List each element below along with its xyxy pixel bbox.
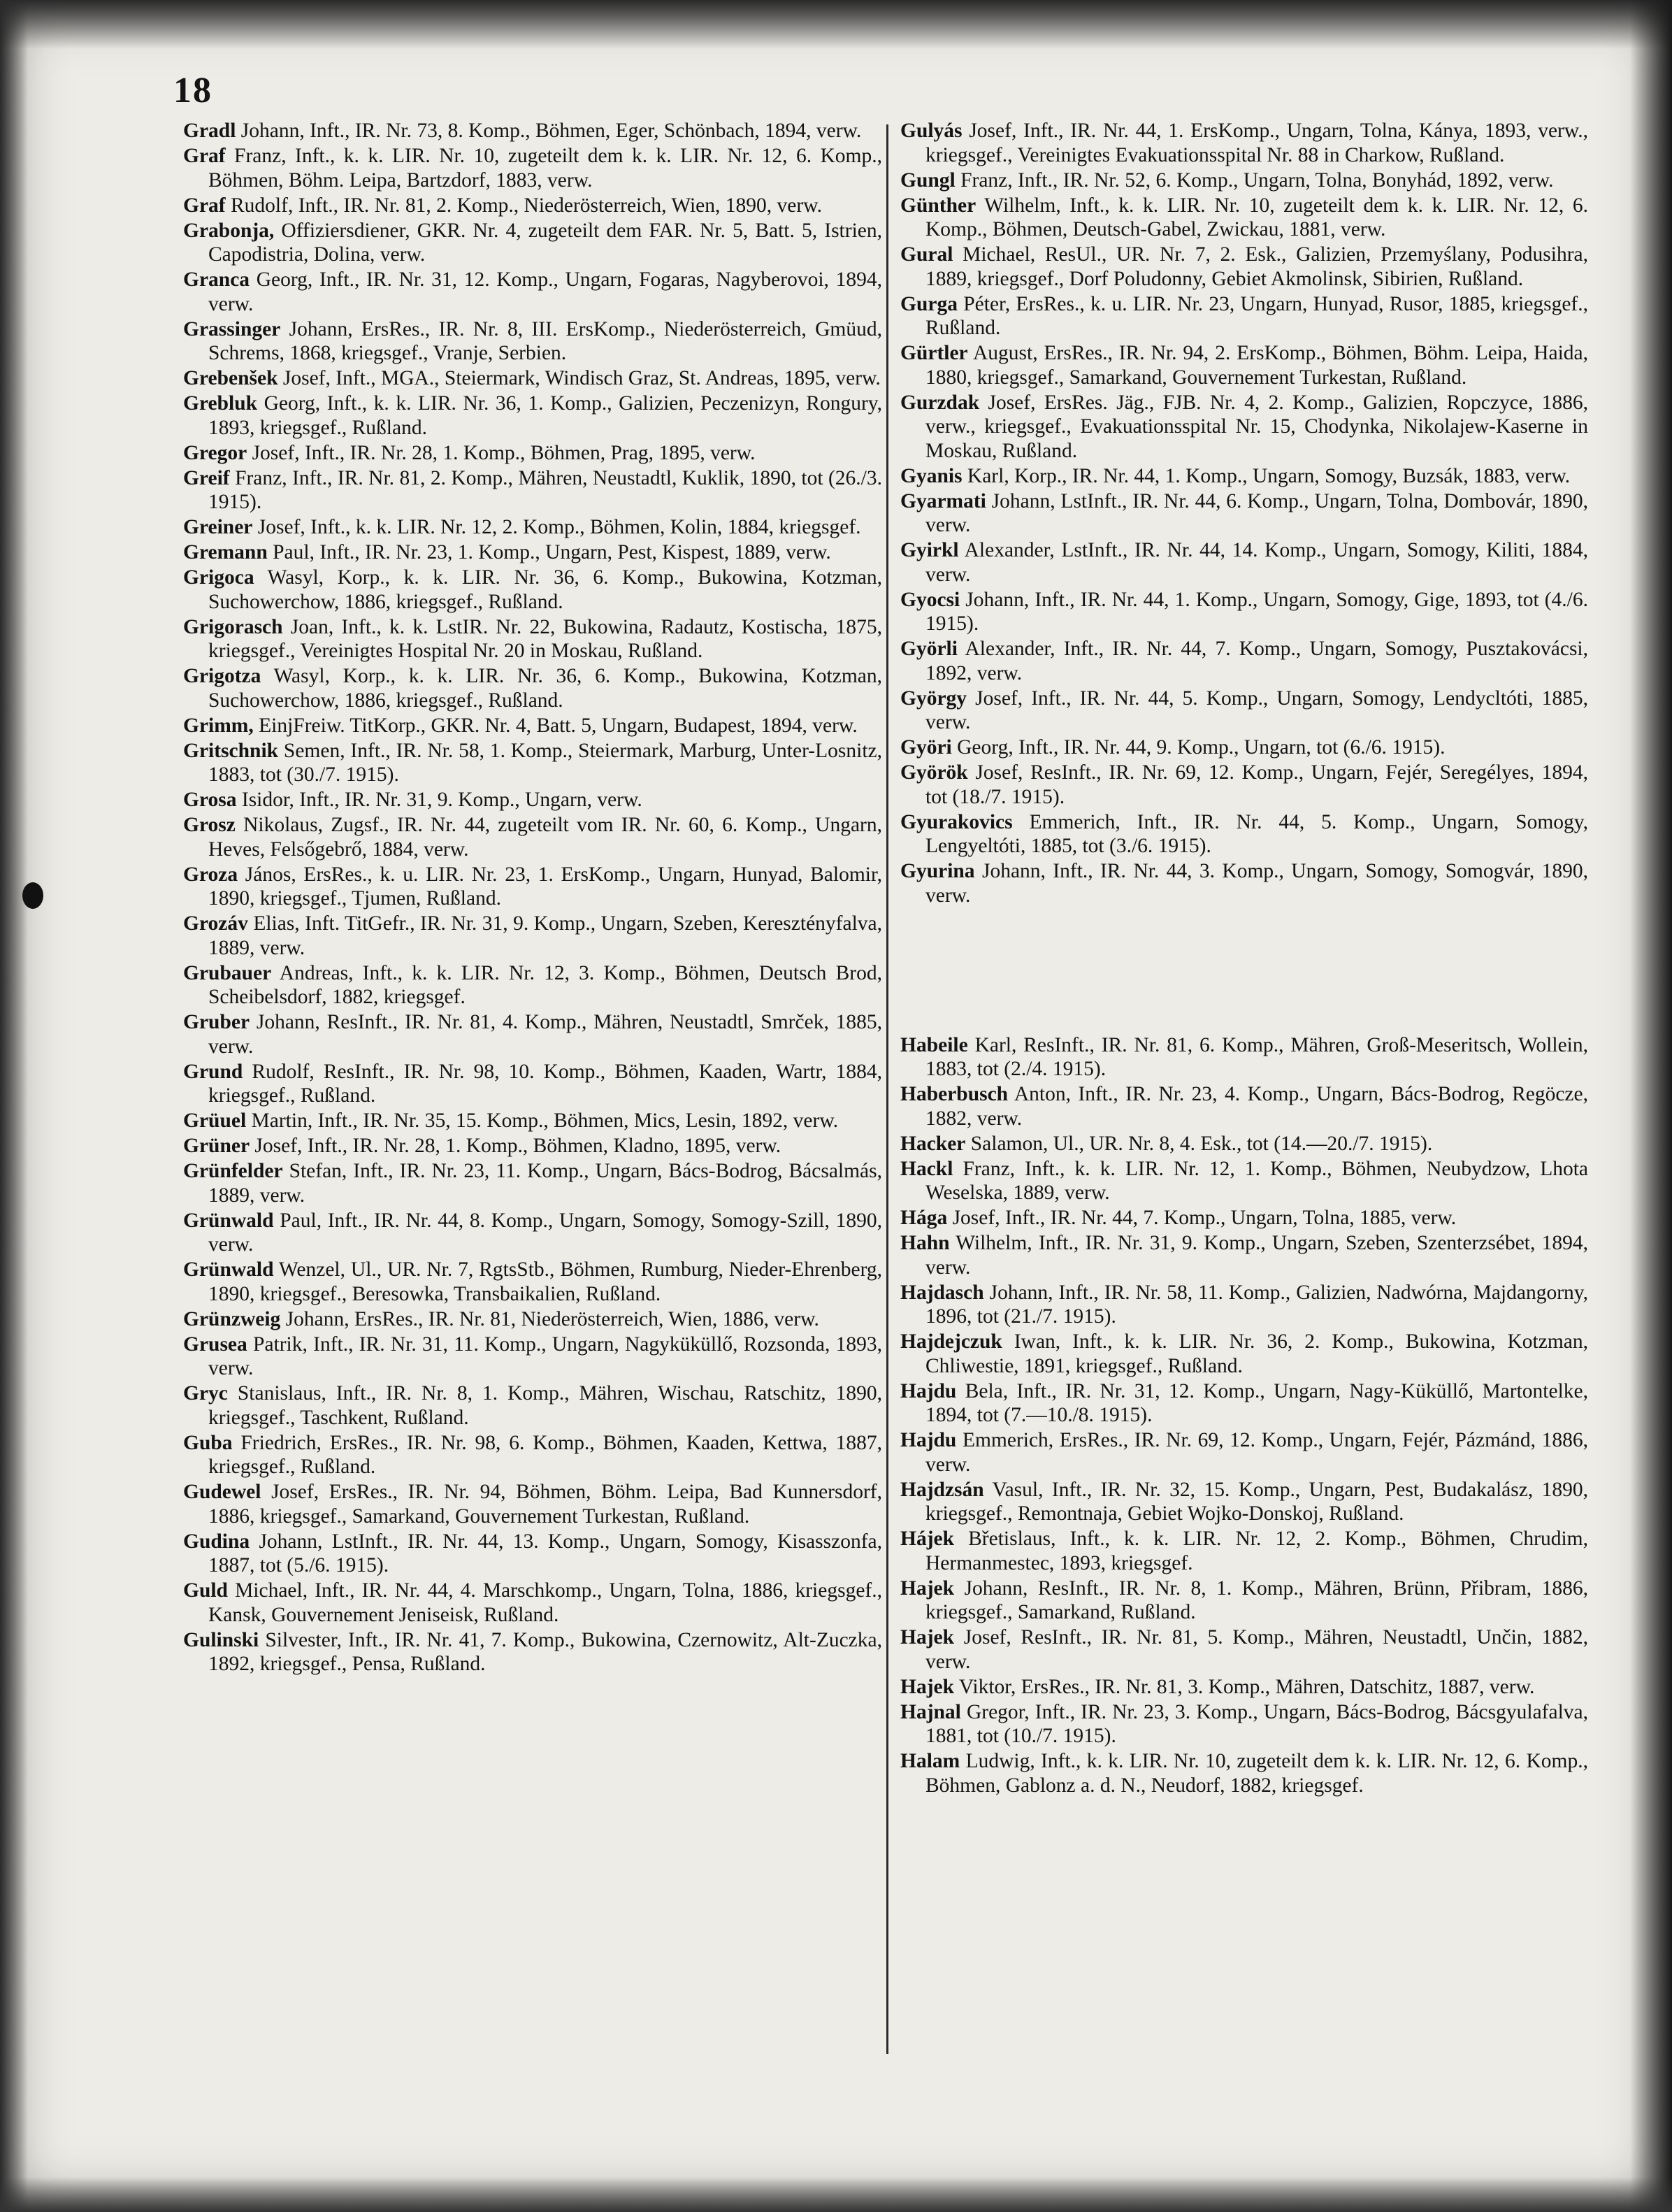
entry-details: Johann, LstInft., IR. Nr. 44, 13. Komp., Ungarn, Somogy, Kisasszonfa, 1887, tot (5./6. 1915).	[208, 1530, 882, 1577]
entry-surname: Hacker	[900, 1132, 966, 1155]
entry-details: Georg, Inft., IR. Nr. 31, 12. Komp., Ungarn, Fogaras, Nagyberovoi, 1894, verw.	[208, 268, 882, 315]
roll-entry	[900, 1428, 1588, 1477]
roll-entry	[183, 144, 882, 192]
entry-details: Salamon, Ul., UR. Nr. 8, 4. Esk., tot (14.—20./7. 1915).	[965, 1132, 1433, 1155]
entry-surname: Greif	[183, 466, 230, 489]
entry-details: Karl, Korp., IR. Nr. 44, 1. Komp., Ungarn, Somogy, Buzsák, 1883, verw.	[962, 464, 1571, 487]
entry-surname: Györli	[900, 638, 958, 660]
entry-details: Georg, Inft., k. k. LIR. Nr. 36, 1. Komp., Galizien, Peczenizyn, Rongury, 1893, kriegsgef., Rußland.	[208, 392, 882, 439]
entry-details: Viktor, ErsRes., IR. Nr. 81, 3. Komp., Mähren, Datschitz, 1887, verw.	[954, 1675, 1535, 1698]
entry-surname: Hajek	[900, 1626, 955, 1649]
entry-details: Josef, Inft., k. k. LIR. Nr. 12, 2. Komp., Böhmen, Kolin, 1884, kriegsgef.	[252, 516, 861, 538]
roll-entry	[183, 566, 882, 614]
entry-surname: Gruber	[183, 1011, 250, 1033]
roll-entry	[900, 1527, 1588, 1575]
roll-entry	[900, 1577, 1588, 1625]
entry-details: Stefan, Inft., IR. Nr. 23, 11. Komp., Ungarn, Bács-Bodrog, Bácsalmás, 1889, verw.	[208, 1160, 882, 1207]
entry-details: Josef, Inft., MGA., Steiermark, Windisch Graz, St. Andreas, 1895, verw.	[278, 367, 881, 389]
entry-surname: Habeile	[900, 1033, 968, 1056]
entry-details: Gregor, Inft., IR. Nr. 23, 3. Komp., Ungarn, Bács-Bodrog, Bácsgyulafalva, 1881, tot (10./7. 1915).	[925, 1700, 1588, 1747]
roll-entry	[183, 1010, 882, 1058]
scan-shadow-left	[0, 0, 28, 2212]
entry-details: Friedrich, ErsRes., IR. Nr. 98, 6. Komp., Böhmen, Kaaden, Kettwa, 1887, kriegsgef., Rußland.	[208, 1431, 882, 1478]
entry-details: Johann, Inft., IR. Nr. 58, 11. Komp., Galizien, Nadwórna, Majdangorny, 1896, tot (21./7. 1915).	[925, 1281, 1588, 1328]
entry-surname: György	[900, 687, 967, 710]
entry-surname: Grünfelder	[183, 1160, 283, 1182]
entry-details: Johann, Inft., IR. Nr. 44, 1. Komp., Ungarn, Somogy, Gige, 1893, tot (4./6. 1915).	[925, 588, 1588, 635]
roll-entry	[900, 1700, 1588, 1748]
roll-entry	[900, 687, 1588, 735]
entry-surname: Halam	[900, 1750, 960, 1772]
entry-surname: Grabonja,	[183, 219, 275, 242]
roll-entry	[183, 219, 882, 267]
roll-entry	[183, 961, 882, 1010]
roll-entry	[183, 1134, 882, 1158]
entry-surname: Haberbusch	[900, 1083, 1009, 1105]
entry-details: Josef, ResInft., IR. Nr. 81, 5. Komp., Mähren, Neustadtl, Unčin, 1882, verw.	[925, 1626, 1588, 1673]
entry-details: Wilhelm, Inft., k. k. LIR. Nr. 10, zugeteilt dem k. k. LIR. Nr. 12, 6. Komp., Böhmen, Deutsch-Gabel, Zwickau, 1881, verw.	[925, 194, 1588, 240]
entry-details: Franz, Inft., IR. Nr. 81, 2. Komp., Mähren, Neustadtl, Kuklik, 1890, tot (26./3. 1915).	[208, 466, 882, 513]
entry-surname: Greiner	[183, 516, 253, 538]
entry-surname: Gulyás	[900, 120, 963, 142]
entry-surname: Hajdejczuk	[900, 1330, 1002, 1353]
entry-details: Rudolf, Inft., IR. Nr. 81, 2. Komp., Niederösterreich, Wien, 1890, verw.	[225, 194, 822, 217]
roll-entry	[183, 1431, 882, 1479]
roll-entry	[900, 1478, 1588, 1526]
roll-entry	[900, 1132, 1588, 1156]
entry-surname: Gurga	[900, 292, 958, 315]
roll-entry	[900, 1157, 1588, 1205]
entry-details: Iwan, Inft., k. k. LIR. Nr. 36, 2. Komp., Bukowina, Kotzman, Chliwestie, 1891, kriegsgef., Rußland.	[925, 1330, 1588, 1377]
entry-surname: Grünwald	[183, 1258, 274, 1281]
entry-surname: Grebluk	[183, 392, 258, 415]
entry-details: Ludwig, Inft., k. k. LIR. Nr. 10, zugeteilt dem k. k. LIR. Nr. 12, 6. Komp., Böhmen, Gablonz a. d. N., Neudorf, 1882, kriegsgef.	[925, 1750, 1588, 1797]
right-column-g-entries	[900, 119, 1588, 907]
entry-surname: Györi	[900, 736, 952, 759]
entry-surname: Hajdzsán	[900, 1478, 984, 1501]
entry-details: Josef, ResInft., IR. Nr. 69, 12. Komp., Ungarn, Fejér, Seregélyes, 1894, tot (18./7. 1915).	[925, 761, 1588, 808]
entry-details: Michael, ResUl., UR. Nr. 7, 2. Esk., Galizien, Przemyślany, Podusihra, 1889, kriegsgef., Dorf Poludonny, Gebiet Akmolinsk, Sibirien, Rußland.	[925, 243, 1588, 290]
entry-details: Péter, ErsRes., k. u. LIR. Nr. 23, Ungarn, Hunyad, Rusor, 1885, kriegsgef., Rußland.	[925, 292, 1588, 339]
entry-details: Emmerich, Inft., IR. Nr. 44, 5. Komp., Ungarn, Somogy, Lengyeltóti, 1885, tot (3./6. 1915).	[925, 810, 1588, 857]
roll-entry	[183, 268, 882, 316]
entry-details: Josef, Inft., IR. Nr. 44, 5. Komp., Ungarn, Somogy, Lendycltóti, 1885, verw.	[925, 687, 1588, 733]
entry-details: Georg, Inft., IR. Nr. 44, 9. Komp., Ungarn, tot (6./6. 1915).	[951, 736, 1446, 759]
entry-surname: Gyocsi	[900, 588, 960, 611]
roll-entry	[183, 194, 882, 218]
roll-entry	[900, 538, 1588, 587]
roll-entry	[900, 194, 1588, 242]
entry-surname: Gudina	[183, 1530, 250, 1553]
roll-entry	[900, 1033, 1588, 1082]
entry-details: Bela, Inft., IR. Nr. 31, 12. Komp., Ungarn, Nagy-Küküllő, Martontelke, 1894, tot (7.—10./8. 1915).	[925, 1379, 1588, 1426]
entry-details: Emmerich, ErsRes., IR. Nr. 69, 12. Komp., Ungarn, Fejér, Pázmánd, 1886, verw.	[925, 1429, 1588, 1476]
column-divider	[886, 124, 888, 2054]
entry-surname: Gritschnik	[183, 739, 279, 762]
scan-shadow-right	[1630, 0, 1672, 2212]
entry-surname: Gremann	[183, 541, 268, 563]
entry-surname: Grigorasch	[183, 615, 283, 638]
roll-entry	[183, 441, 882, 466]
roll-entry	[900, 1625, 1588, 1674]
entry-details: Franz, Inft., k. k. LIR. Nr. 12, 1. Komp., Böhmen, Neubydzow, Lhota Weselska, 1889, verw.	[925, 1157, 1588, 1204]
roll-entry	[900, 292, 1588, 340]
entry-details: Josef, Inft., IR. Nr. 44, 7. Komp., Ungarn, Tolna, 1885, verw.	[947, 1207, 1457, 1229]
entry-surname: Gudewel	[183, 1481, 261, 1503]
entry-details: Silvester, Inft., IR. Nr. 41, 7. Komp., Bukowina, Czernowitz, Alt-Zuczka, 1892, kriegsgef., Pensa, Rußland.	[208, 1628, 882, 1675]
entry-surname: Grünwald	[183, 1209, 274, 1232]
entry-surname: Hajnal	[900, 1700, 961, 1723]
entry-details: Michael, Inft., IR. Nr. 44, 4. Marschkomp., Ungarn, Tolna, 1886, kriegsgef., Kansk, Gouvernement Jeniseisk, Rußland.	[208, 1579, 882, 1626]
entry-surname: Grassinger	[183, 317, 281, 340]
roll-entry	[183, 1381, 882, 1430]
roll-entry	[900, 391, 1588, 464]
entry-details: Andreas, Inft., k. k. LIR. Nr. 12, 3. Komp., Böhmen, Deutsch Brod, Scheibelsdorf, 1882, kriegsgef.	[208, 961, 882, 1008]
roll-entry	[183, 515, 882, 540]
entry-surname: Gungl	[900, 168, 956, 192]
entry-details: Vasul, Inft., IR. Nr. 32, 15. Komp., Ungarn, Pest, Budakalász, 1890, kriegsgef., Remontnaja, Gebiet Wojko-Donskoj, Rußland.	[925, 1478, 1588, 1525]
entry-surname: Hajek	[900, 1675, 955, 1698]
entry-surname: Grund	[183, 1060, 243, 1083]
entry-surname: Hajek	[900, 1577, 955, 1600]
entry-surname: Gyirkl	[900, 539, 959, 561]
entry-surname: Hajdu	[900, 1429, 957, 1451]
entry-surname: Grosa	[183, 789, 237, 811]
entry-surname: Gürtler	[900, 342, 968, 364]
entry-details: Paul, Inft., IR. Nr. 44, 8. Komp., Ungarn, Somogy, Somogy-Szill, 1890, verw.	[208, 1209, 882, 1256]
entry-details: Wilhelm, Inft., IR. Nr. 31, 9. Komp., Ungarn, Szeben, Szenterzsébet, 1894, verw.	[925, 1232, 1588, 1279]
roll-entry	[183, 912, 882, 960]
entry-details: Rudolf, ResInft., IR. Nr. 98, 10. Komp., Böhmen, Kaaden, Wartr, 1884, kriegsgef., Rußland.	[208, 1060, 882, 1107]
entry-details: Patrik, Inft., IR. Nr. 31, 11. Komp., Ungarn, Nagyküküllő, Rozsonda, 1893, verw.	[208, 1333, 882, 1379]
entry-surname: Gregor	[183, 441, 247, 464]
entry-surname: Grüuel	[183, 1109, 247, 1132]
roll-entry	[183, 788, 882, 812]
entry-details: Johann, ErsRes., IR. Nr. 81, Niederösterreich, Wien, 1886, verw.	[280, 1307, 819, 1330]
entry-surname: Grigoca	[183, 566, 254, 589]
entry-surname: Grosz	[183, 814, 236, 836]
entry-surname: Hajdasch	[900, 1281, 984, 1304]
roll-entry	[183, 466, 882, 515]
entry-details: János, ErsRes., k. u. LIR. Nr. 23, 1. ErsKomp., Ungarn, Hunyad, Balomir, 1890, kriegsgef., Tjumen, Rußland.	[208, 863, 882, 910]
entry-surname: Hajdu	[900, 1379, 957, 1402]
roll-entry	[183, 1060, 882, 1108]
entry-surname: Groza	[183, 863, 238, 886]
roll-entry	[900, 1082, 1588, 1130]
roll-entry	[183, 1307, 882, 1332]
entry-details: Semen, Inft., IR. Nr. 58, 1. Komp., Steiermark, Marburg, Unter-Losnitz, 1883, tot (30./7. 1915).	[208, 739, 882, 786]
entry-surname: Gural	[900, 243, 953, 266]
roll-entry	[900, 1675, 1588, 1700]
roll-entry	[900, 1379, 1588, 1428]
roll-entry	[900, 1330, 1588, 1378]
entry-details: Josef, ErsRes. Jäg., FJB. Nr. 4, 2. Komp., Galizien, Ropczyce, 1886, verw., kriegsgef., Evakuationsspital Nr. 15, Chodynka, Nikolajew-Kaserne in Moskau, Rußland.	[925, 391, 1588, 462]
entry-details: Nikolaus, Zugsf., IR. Nr. 44, zugeteilt vom IR. Nr. 60, 6. Komp., Ungarn, Heves, Felsőgebrő, 1884, verw.	[208, 814, 882, 861]
entry-surname: Günther	[900, 194, 976, 217]
roll-entry	[900, 761, 1588, 809]
entry-surname: Gyurakovics	[900, 810, 1013, 833]
left-column	[183, 119, 882, 1677]
roll-entry	[900, 810, 1588, 859]
roll-entry	[900, 1281, 1588, 1329]
entry-surname: Grubauer	[183, 961, 272, 984]
entry-surname: Guld	[183, 1579, 228, 1602]
entry-surname: Grimm,	[183, 714, 254, 737]
roll-entry	[900, 1206, 1588, 1230]
entry-details: Johann, Inft., IR. Nr. 73, 8. Komp., Böhmen, Eger, Schönbach, 1894, verw.	[236, 120, 862, 142]
entry-details: Johann, ErsRes., IR. Nr. 8, III. ErsKomp., Niederösterreich, Gmüud, Schrems, 1868, kriegsgef., Vranje, Serbien.	[208, 317, 882, 364]
roll-entry	[900, 1749, 1588, 1797]
entry-details: Franz, Inft., k. k. LIR. Nr. 10, zugeteilt dem k. k. LIR. Nr. 12, 6. Komp., Böhmen, Böhm. Leipa, Bartzdorf, 1883, verw.	[208, 145, 882, 192]
entry-details: Johann, LstInft., IR. Nr. 44, 6. Komp., Ungarn, Tolna, Dombovár, 1890, verw.	[925, 489, 1588, 536]
entry-details: Wenzel, Ul., UR. Nr. 7, RgtsStb., Böhmen, Rumburg, Nieder-Ehrenberg, 1890, kriegsgef., Beresowka, Transbaikalien, Rußland.	[208, 1258, 882, 1305]
entry-surname: Gradl	[183, 120, 236, 142]
entry-details: Karl, ResInft., IR. Nr. 81, 6. Komp., Mähren, Groß-Meseritsch, Wollein, 1883, tot (2./4. 1915).	[925, 1033, 1588, 1080]
entry-surname: Hahn	[900, 1232, 950, 1254]
roll-entry	[183, 714, 882, 738]
roll-entry	[183, 813, 882, 861]
entry-surname: Grusea	[183, 1333, 247, 1356]
entry-surname: Grünzweig	[183, 1307, 281, 1330]
scan-shadow-bottom	[0, 2177, 1672, 2212]
roll-entry	[183, 317, 882, 366]
roll-entry	[183, 615, 882, 663]
roll-entry	[183, 392, 882, 440]
roll-entry	[900, 341, 1588, 389]
entry-surname: Gryc	[183, 1382, 228, 1405]
roll-entry	[183, 540, 882, 565]
roll-entry	[183, 1209, 882, 1257]
roll-entry	[900, 464, 1588, 489]
entry-details: Isidor, Inft., IR. Nr. 31, 9. Komp., Ungarn, verw.	[236, 789, 642, 811]
entry-surname: Gyurina	[900, 860, 975, 882]
roll-entry	[900, 735, 1588, 760]
roll-entry	[900, 1231, 1588, 1279]
roll-entry	[900, 119, 1588, 167]
entry-details: Joan, Inft., k. k. LstIR. Nr. 22, Bukowina, Radautz, Kostischa, 1875, kriegsgef., Vereinigtes Hospital Nr. 20 in Moskau, Rußland.	[208, 615, 882, 662]
entry-details: Offiziersdiener, GKR. Nr. 4, zugeteilt dem FAR. Nr. 5, Batt. 5, Istrien, Capodistria, Dolina, verw.	[208, 219, 882, 266]
entry-surname: Graf	[183, 145, 226, 167]
entry-details: Josef, Inft., IR. Nr. 44, 1. ErsKomp., Ungarn, Tolna, Kánya, 1893, verw., kriegsgef., Vereinigtes Evakuationsspital Nr. 88 in Charkow, Rußland.	[925, 120, 1588, 166]
entry-details: Johann, ResInft., IR. Nr. 8, 1. Komp., Mähren, Brünn, Přibram, 1886, kriegsgef., Samarkand, Rußland.	[925, 1577, 1588, 1623]
roll-entry	[900, 243, 1588, 291]
right-column-h-entries	[900, 1033, 1588, 1798]
entry-surname: Grebenšek	[183, 367, 278, 389]
roll-entry	[183, 366, 882, 391]
roll-entry	[183, 1579, 882, 1627]
entry-surname: Grozáv	[183, 912, 248, 935]
entry-surname: Gurzdak	[900, 391, 980, 414]
entry-details: Elias, Inft. TitGefr., IR. Nr. 31, 9. Komp., Ungarn, Szeben, Keresztényfalva, 1889, verw.	[208, 912, 882, 959]
entry-details: August, ErsRes., IR. Nr. 94, 2. ErsKomp., Böhmen, Böhm. Leipa, Haida, 1880, kriegsgef., Samarkand, Gouvernement Turkestan, Rußland.	[925, 342, 1588, 389]
entry-details: Anton, Inft., IR. Nr. 23, 4. Komp., Ungarn, Bács-Bodrog, Regöcze, 1882, verw.	[925, 1083, 1588, 1130]
roll-entry	[183, 1258, 882, 1306]
entry-details: Wasyl, Korp., k. k. LIR. Nr. 36, 6. Komp., Bukowina, Kotzman, Suchowerchow, 1886, kriegsgef., Rußland.	[208, 566, 882, 613]
roll-entry	[900, 859, 1588, 907]
page-number: 18	[173, 71, 212, 110]
entry-details: EinjFreiw. TitKorp., GKR. Nr. 4, Batt. 5, Ungarn, Budapest, 1894, verw.	[253, 714, 858, 737]
entry-surname: Györök	[900, 761, 968, 784]
entry-details: Alexander, LstInft., IR. Nr. 44, 14. Komp., Ungarn, Somogy, Kiliti, 1884, verw.	[925, 539, 1588, 586]
entry-surname: Gulinski	[183, 1628, 259, 1651]
entry-details: Franz, Inft., IR. Nr. 52, 6. Komp., Ungarn, Tolna, Bonyhád, 1892, verw.	[955, 168, 1554, 192]
entry-surname: Grigotza	[183, 665, 261, 687]
roll-entry	[900, 637, 1588, 685]
section-gap	[900, 909, 1588, 1033]
entry-surname: Gyanis	[900, 464, 963, 487]
roll-entry	[900, 489, 1588, 538]
entry-surname: Hága	[900, 1207, 948, 1229]
entry-details: Josef, Inft., IR. Nr. 28, 1. Komp., Böhmen, Prag, 1895, verw.	[247, 441, 756, 464]
roll-entry	[183, 863, 882, 911]
roll-entry	[183, 664, 882, 712]
roll-entry	[183, 739, 882, 787]
entry-details: Stanislaus, Inft., IR. Nr. 8, 1. Komp., Mähren, Wischau, Ratschitz, 1890, kriegsgef., Taschkent, Rußland.	[208, 1382, 882, 1429]
entry-details: Josef, Inft., IR. Nr. 28, 1. Komp., Böhmen, Kladno, 1895, verw.	[250, 1135, 781, 1157]
roll-entry	[900, 588, 1588, 636]
roll-entry	[183, 1159, 882, 1207]
entry-surname: Granca	[183, 268, 250, 291]
roll-entry	[183, 1333, 882, 1381]
roll-entry	[183, 1628, 882, 1676]
entry-details: Johann, Inft., IR. Nr. 44, 3. Komp., Ungarn, Somogy, Somogvár, 1890, verw.	[925, 860, 1588, 907]
binding-hole	[22, 882, 43, 909]
entry-details: Josef, ErsRes., IR. Nr. 94, Böhmen, Böhm. Leipa, Bad Kunnersdorf, 1886, kriegsgef., Samarkand, Gouvernement Turkestan, Rußland.	[208, 1481, 882, 1528]
entry-details: Martin, Inft., IR. Nr. 35, 15. Komp., Böhmen, Mics, Lesin, 1892, verw.	[246, 1109, 839, 1132]
entry-surname: Hájek	[900, 1528, 955, 1550]
entry-surname: Hackl	[900, 1157, 953, 1180]
scan-shadow-top	[0, 0, 1672, 49]
entry-details: Břetislaus, Inft., k. k. LIR. Nr. 12, 2. Komp., Böhmen, Chrudim, Hermanmestec, 1893, kriegsgef.	[925, 1528, 1588, 1574]
entry-details: Paul, Inft., IR. Nr. 23, 1. Komp., Ungarn, Pest, Kispest, 1889, verw.	[267, 541, 831, 563]
right-column	[900, 119, 1588, 1799]
entry-surname: Graf	[183, 194, 226, 217]
entry-details: Johann, ResInft., IR. Nr. 81, 4. Komp., Mähren, Neustadtl, Smrček, 1885, verw.	[208, 1011, 882, 1058]
roll-entry	[183, 119, 882, 143]
roll-entry	[900, 168, 1588, 193]
roll-entry	[183, 1530, 882, 1578]
entry-details: Alexander, Inft., IR. Nr. 44, 7. Komp., Ungarn, Somogy, Pusztakovácsi, 1892, verw.	[925, 638, 1588, 684]
entry-surname: Gyarmati	[900, 489, 986, 512]
entry-details: Wasyl, Korp., k. k. LIR. Nr. 36, 6. Komp., Bukowina, Kotzman, Suchowerchow, 1886, kriegsgef., Rußland.	[208, 665, 882, 712]
roll-entry	[183, 1109, 882, 1133]
entry-surname: Guba	[183, 1431, 233, 1454]
roll-entry	[183, 1480, 882, 1528]
entry-surname: Grüner	[183, 1135, 250, 1157]
